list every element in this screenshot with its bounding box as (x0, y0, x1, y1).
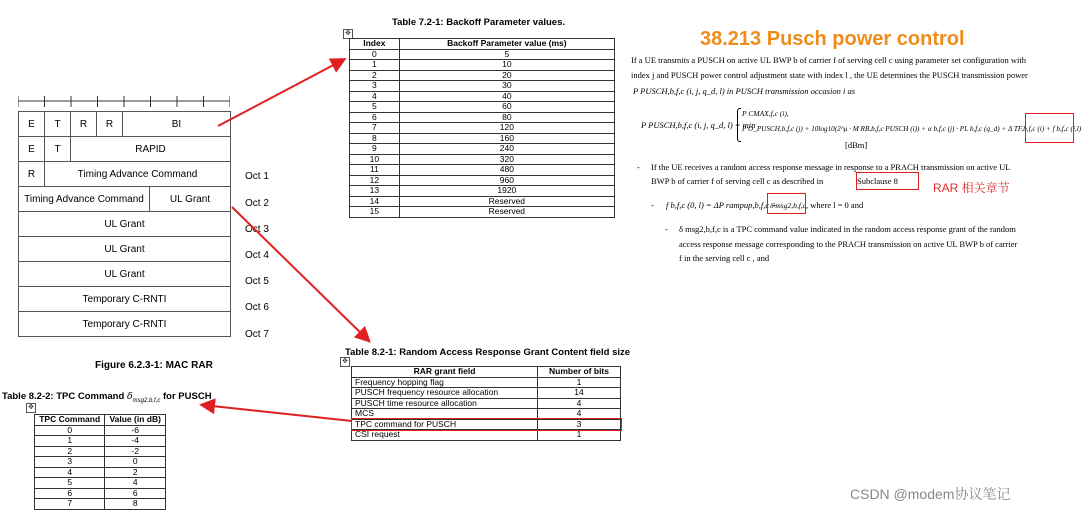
rar-field: BI (123, 112, 231, 137)
table-cell: 0 (350, 49, 400, 60)
table-cell: 0 (35, 425, 105, 436)
bullet2-tail: , where l = 0 and (806, 200, 864, 210)
spec-paragraph-line2: index j and PUSCH power control adjustment state with index l , the UE determines the PUSCH transmission power (631, 70, 1028, 80)
table-cell: 1 (35, 436, 105, 447)
table-cell: CSI request (352, 430, 538, 441)
table-cell: 3 (35, 457, 105, 468)
spec-paragraph-line1: If a UE transmits a PUSCH on active UL BWP b of carrier f of serving cell c using parameter set configuration with (631, 55, 1026, 65)
table-cell: 14 (538, 388, 621, 399)
rar-field: UL Grant (19, 212, 231, 237)
table-move-handle-icon[interactable]: ✥ (26, 403, 36, 413)
table-cell: 3 (350, 81, 400, 92)
bullet-dash: - (665, 224, 668, 234)
arrow-ulgrant-to-rar-grant (232, 207, 368, 340)
table-cell: 20 (399, 70, 614, 81)
table-cell: 5 (399, 49, 614, 60)
table-cell: -2 (105, 446, 166, 457)
table-cell: 5 (350, 102, 400, 113)
table-cell: 14 (350, 196, 400, 207)
table-cell: 7 (35, 499, 105, 510)
bullet2-delta: δ msg2,b,f,c (770, 201, 806, 210)
rar-note-label: RAR 相关章节 (933, 181, 1010, 195)
table-cell: 4 (538, 409, 621, 420)
formula-bottom-term: P O_PUSCH,b,f,c (j) + 10log10(2^μ · M RB,b,f,c PUSCH (i)) + α b,f,c (j) · PL b,f,c (q_d) + Δ TF,b,f,c (i) + f b,f,c (i,l) (742, 125, 1082, 133)
spec-title: 38.213 Pusch power control (700, 28, 965, 50)
table-cell: Reserved (399, 207, 614, 218)
oct-label: Oct 4 (245, 250, 269, 261)
table-cell: 80 (399, 112, 614, 123)
table-header-cell: Value (in dB) (105, 415, 166, 426)
table-cell: 2 (350, 70, 400, 81)
table-cell: 4 (538, 398, 621, 409)
table-cell: 8 (105, 499, 166, 510)
oct-label: Oct 2 (245, 197, 269, 209)
rar-grant-table-caption: Table 8.2-1: Random Access Response Grant Content field size (345, 347, 631, 358)
table-cell: 10 (399, 60, 614, 71)
rar-field: E (19, 137, 45, 162)
arrow-bi-to-backoff (218, 60, 343, 126)
table-header-cell: Backoff Parameter value (ms) (399, 39, 614, 50)
table-cell: 1 (538, 377, 621, 388)
table-cell: 12 (350, 175, 400, 186)
tpc-table-caption: Table 8.2-2: TPC Command $\delta_{msg2,b,f,c}$ for PUSCH (2, 391, 212, 404)
table-cell: 6 (35, 488, 105, 499)
formula-lhs: P PUSCH,b,f,c (i, j, q_d, l) = min (641, 120, 756, 130)
oct-label: Oct 5 (245, 276, 269, 288)
rar-field: Temporary C-RNTI (19, 312, 231, 337)
oct-label: Oct 7 (245, 328, 269, 340)
rar-field: R (71, 112, 97, 137)
bullet3-line2: access response message corresponding to the PRACH transmission on active UL BWP b of carrier (679, 239, 1018, 249)
backoff-table-caption: Table 7.2-1: Backoff Parameter values. (392, 17, 566, 28)
table-move-handle-icon[interactable]: ✥ (343, 29, 353, 39)
formula-unit: [dBm] (845, 140, 868, 150)
table-header-cell: Number of bits (538, 367, 621, 378)
table-cell: 2 (105, 467, 166, 478)
table-cell: 11 (350, 165, 400, 176)
table-cell: 120 (399, 123, 614, 134)
table-cell: PUSCH frequency resource allocation (352, 388, 538, 399)
rar-field: T (45, 137, 71, 162)
bullet1-line2: BWP b of carrier f of serving cell c as described in (651, 176, 824, 186)
table-cell: 60 (399, 102, 614, 113)
spec-paragraph-line3: P PUSCH,b,f,c (i, j, q_d, l) in PUSCH transmission occasion i as (633, 86, 856, 96)
bullet3-line1: δ msg2,b,f,c is a TPC command value indicated in the random access response grant of the random (679, 224, 1016, 234)
table-cell: 4 (105, 478, 166, 489)
rar-field: R (97, 112, 123, 137)
table-cell: 0 (105, 457, 166, 468)
bullet1-line1: If the UE receives a random access response message in response to a PRACH transmission on active UL (651, 162, 1011, 172)
rar-field: RAPID (71, 137, 231, 162)
table-cell: 1920 (399, 186, 614, 197)
formula-top-term: P CMAX,f,c (i), (742, 109, 789, 118)
table-cell: 320 (399, 154, 614, 165)
table-header-cell: RAR grant field (352, 367, 538, 378)
table-header-cell: Index (350, 39, 400, 50)
table-cell: 15 (350, 207, 400, 218)
rar-field: UL Grant (19, 262, 231, 287)
table-cell: 3 (538, 419, 621, 430)
table-cell: 40 (399, 91, 614, 102)
rar-field: T (45, 112, 71, 137)
oct-label: Oct 3 (245, 223, 269, 235)
table-cell: 960 (399, 175, 614, 186)
table-cell: 160 (399, 133, 614, 144)
table-cell: Frequency hopping flag (352, 377, 538, 388)
oct-label: Oct 6 (245, 302, 269, 314)
table-cell: 2 (35, 446, 105, 457)
rar-field: E (19, 112, 45, 137)
table-cell: Reserved (399, 196, 614, 207)
mac-rar-caption: Figure 6.2.3-1: MAC RAR (95, 360, 213, 371)
table-cell: 10 (350, 154, 400, 165)
table-cell: 240 (399, 144, 614, 155)
table-cell: 8 (350, 133, 400, 144)
table-cell: -6 (105, 425, 166, 436)
rar-field: UL Grant (150, 187, 231, 212)
rar-field: Timing Advance Command (45, 162, 231, 187)
table-cell: 30 (399, 81, 614, 92)
bullet-dash: - (651, 200, 654, 210)
table-cell: 13 (350, 186, 400, 197)
table-cell: 7 (350, 123, 400, 134)
table-cell: 4 (35, 467, 105, 478)
table-cell: 480 (399, 165, 614, 176)
table-move-handle-icon[interactable]: ✥ (340, 357, 350, 367)
table-cell: TPC command for PUSCH (352, 419, 538, 430)
table-cell: 1 (350, 60, 400, 71)
rar-field: Timing Advance Command (19, 187, 150, 212)
table-cell: 6 (105, 488, 166, 499)
bullet-dash: - (637, 162, 640, 172)
table-cell: MCS (352, 409, 538, 420)
table-cell: -4 (105, 436, 166, 447)
table-cell: 5 (35, 478, 105, 489)
rar-field: UL Grant (19, 237, 231, 262)
table-cell: 6 (350, 112, 400, 123)
table-header-cell: TPC Command (35, 415, 105, 426)
bullet3-line3: f in the serving cell c , and (679, 253, 770, 263)
rar-field: R (19, 162, 45, 187)
bullet2-formula: f b,f,c (0, l) = ΔP rampup,b,f,c + (666, 200, 777, 210)
table-cell: PUSCH time resource allocation (352, 398, 538, 409)
table-cell: 4 (350, 91, 400, 102)
oct-label: Oct 1 (245, 171, 269, 183)
table-cell: 9 (350, 144, 400, 155)
table-cell: 1 (538, 430, 621, 441)
subclause-link[interactable]: Subclause 8 (857, 176, 898, 186)
rar-field: Temporary C-RNTI (19, 287, 231, 312)
csdn-watermark: CSDN @modem协议笔记 (850, 486, 1011, 502)
arrow-tpc-to-tpc-table (203, 405, 352, 421)
